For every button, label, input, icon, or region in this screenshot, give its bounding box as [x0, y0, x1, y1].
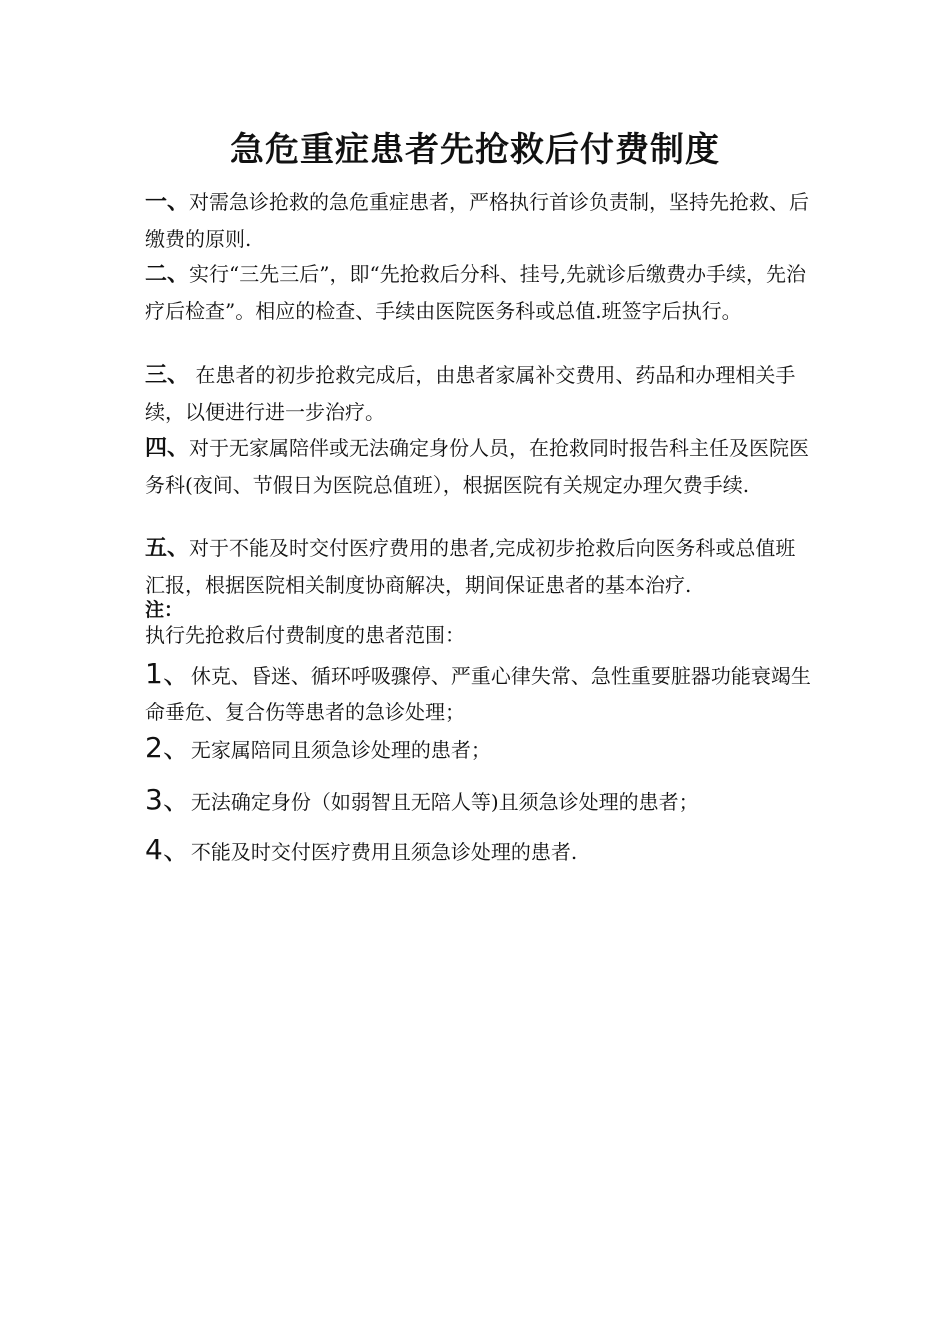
note-item-marker: 1、 [145, 657, 191, 690]
section-2 [145, 256, 815, 329]
note-item-2 [145, 730, 815, 768]
note-item-marker: 2、 [145, 731, 191, 764]
note-item-text: 无家属陪同且须急诊处理的患者； [190, 738, 491, 762]
note-item-4 [145, 832, 815, 870]
section-text: 在患者的初步抢救完成后，由患者家属补交费用、药品和办理相关手续，以便进行进一步治疗。 [145, 363, 796, 424]
note-heading: 注： [145, 599, 184, 621]
note-item-marker: 3、 [145, 783, 191, 816]
note-item-1 [145, 656, 815, 730]
section-3 [145, 357, 815, 430]
note-item-3 [145, 782, 815, 820]
note-item-text: 无法确定身份（如弱智且无陪人等)且须急诊处理的患者； [190, 790, 699, 814]
section-text: 对于不能及时交付医疗费用的患者,完成初步抢救后向医务科或总值班汇报，根据医院相关制度协商解决，期间保证患者的基本治疗. [145, 536, 796, 597]
section-text: 实行“三先三后”，即“先抢救后分科、挂号,先就诊后缴费办手续，先治疗后检查”。相应的检查、手续由医院医务科或总值.班签字后执行。 [145, 262, 807, 323]
section-marker: 一、 [145, 190, 190, 215]
section-marker: 五、 [145, 536, 190, 561]
section-text: 对需急诊抢救的急危重症患者，严格执行首诊负责制，坚持先抢救、后缴费的原则. [145, 190, 810, 251]
section-4 [145, 430, 815, 503]
section-marker: 二、 [145, 262, 190, 287]
note-item-text: 休克、昏迷、循环呼吸骤停、严重心律失常、急性重要脏器功能衰竭生命垂危、复合伤等患者的急诊处理； [145, 664, 811, 724]
section-1 [145, 184, 815, 257]
section-5 [145, 530, 815, 603]
section-marker: 三、 [145, 363, 190, 388]
note-subheading: 执行先抢救后付费制度的患者范围： [145, 623, 465, 647]
note-item-marker: 4、 [145, 833, 191, 866]
section-text: 对于无家属陪伴或无法确定身份人员，在抢救同时报告科主任及医院医务科(夜间、节假日为医院总值班），根据医院有关规定办理欠费手续. [145, 436, 810, 497]
document-title: 急危重症患者先抢救后付费制度 [230, 130, 720, 170]
note-item-text: 不能及时交付医疗费用且须急诊处理的患者. [190, 840, 578, 864]
section-marker: 四、 [145, 436, 190, 461]
